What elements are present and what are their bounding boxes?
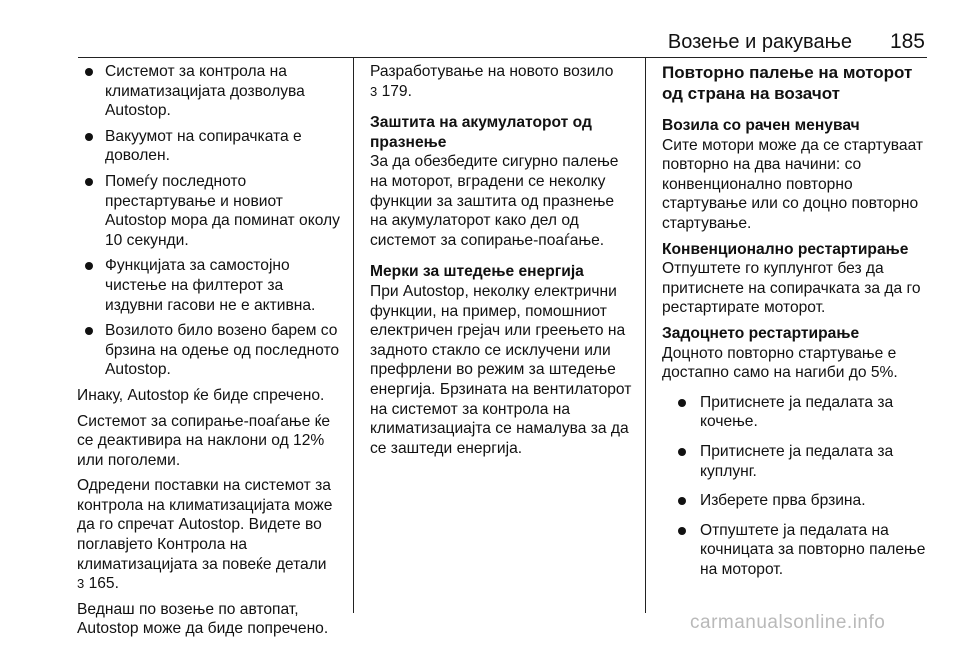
column-1 [77, 62, 345, 645]
section-title: Повторно палење на моторот од страна на возачот [662, 63, 913, 103]
page-reference[interactable]: 179. [381, 82, 412, 100]
subsection-heading: Конвенционално рестартирање [662, 240, 909, 258]
paragraph: Веднаш по возење по автопат, Autostop може да биде попречено. [77, 600, 329, 638]
paragraph: Сите мотори може да се стартуваат повторно на два начини: со конвенционално повторно стартување или со доцно повторно стартување. [662, 136, 924, 232]
list-item: Изберете прва брзина. [670, 491, 930, 511]
paragraph: Разработување на новото возило 3 179. [370, 63, 614, 100]
page-number: 185 [889, 30, 925, 53]
bullet-icon [678, 448, 686, 456]
column-divider-2 [645, 57, 646, 613]
list-item: Системот за контрола на климатизацијата дозволува Autostop. [77, 62, 345, 121]
list-item: Притиснете ја педалата за куплунг. [670, 442, 930, 481]
header-rule [78, 57, 927, 58]
list-item: Притиснете ја педалата за кочење. [670, 393, 930, 432]
paragraph: Инаку, Autostop ќе биде спречено. [77, 386, 325, 404]
list-item: Отпуштете ја педалата на кочницата за повторно палење на моторот. [670, 521, 930, 580]
page-title: Возење и ракување [667, 31, 852, 53]
reference-arrow-icon: 3 [370, 83, 378, 99]
steps-list [670, 393, 930, 580]
paragraph: Доцното повторно стартување е достапно само на нагиби до 5%. [662, 344, 898, 382]
bullet-icon [85, 327, 93, 335]
bullet-icon [85, 133, 93, 141]
watermark: carmanualsonline.info [690, 612, 886, 633]
section-heading: Заштита на акумулаторот од празнење [370, 114, 592, 151]
paragraph: Отпуштете го куплунгот без да притиснете на сопирачката за да го рестартирате моторот. [662, 260, 921, 317]
reference-arrow-icon: 3 [77, 576, 85, 592]
list-item: Функцијата за самостојно чистење на филтерот за издувни гасови не е активна. [77, 256, 345, 315]
column-2 [370, 62, 635, 464]
bullet-icon [678, 399, 686, 407]
subsection-heading: Задоцнето рестартирање [662, 324, 860, 342]
bullet-icon [678, 497, 686, 505]
subsection-heading: Возила со рачен менувач [662, 117, 860, 134]
bullet-icon [85, 68, 93, 76]
paragraph: За да обезбедите сигурно палење на моторот, вградени се неколку функции за заштита од празнење на акумулаторот како дел од системот за сопирање-поаѓање. [370, 153, 619, 249]
page-reference[interactable]: 165. [88, 575, 119, 593]
section-heading: Мерки за штедење енергија [370, 263, 584, 281]
paragraph: Системот за сопирање-поаѓање ќе се деактивира на наклони од 12% или поголеми. [77, 412, 331, 469]
paragraph: При Autostop, неколку електрични функции, на пример, помошниот електричен грејач или греењето на задното стакло се исклучени или префрлени во режим за штедење енергија. Брзината на вентилаторот на системот за контрола на климатизациајта се намалува за да се заштеди енергија. [370, 282, 632, 457]
list-item: Возилото било возено барем со брзина на одење од последното Autostop. [77, 321, 345, 380]
conditions-list [77, 62, 345, 380]
column-divider-1 [353, 57, 354, 613]
list-item: Помеѓу последното престартување и новиот Autostop мора да поминат околу 10 секунди. [77, 172, 345, 250]
paragraph: Одредени поставки на системот за контрола на климатизацијата може да го спречат Autostop. Видете во поглавјето Контрола на климатизацијата за повеќе детали 3 165. [77, 477, 333, 593]
bullet-icon [85, 262, 93, 270]
page-header [0, 30, 925, 54]
column-3 [662, 62, 930, 589]
bullet-icon [678, 527, 686, 535]
list-item: Вакуумот на сопирачката е доволен. [77, 127, 345, 166]
bullet-icon [85, 178, 93, 186]
